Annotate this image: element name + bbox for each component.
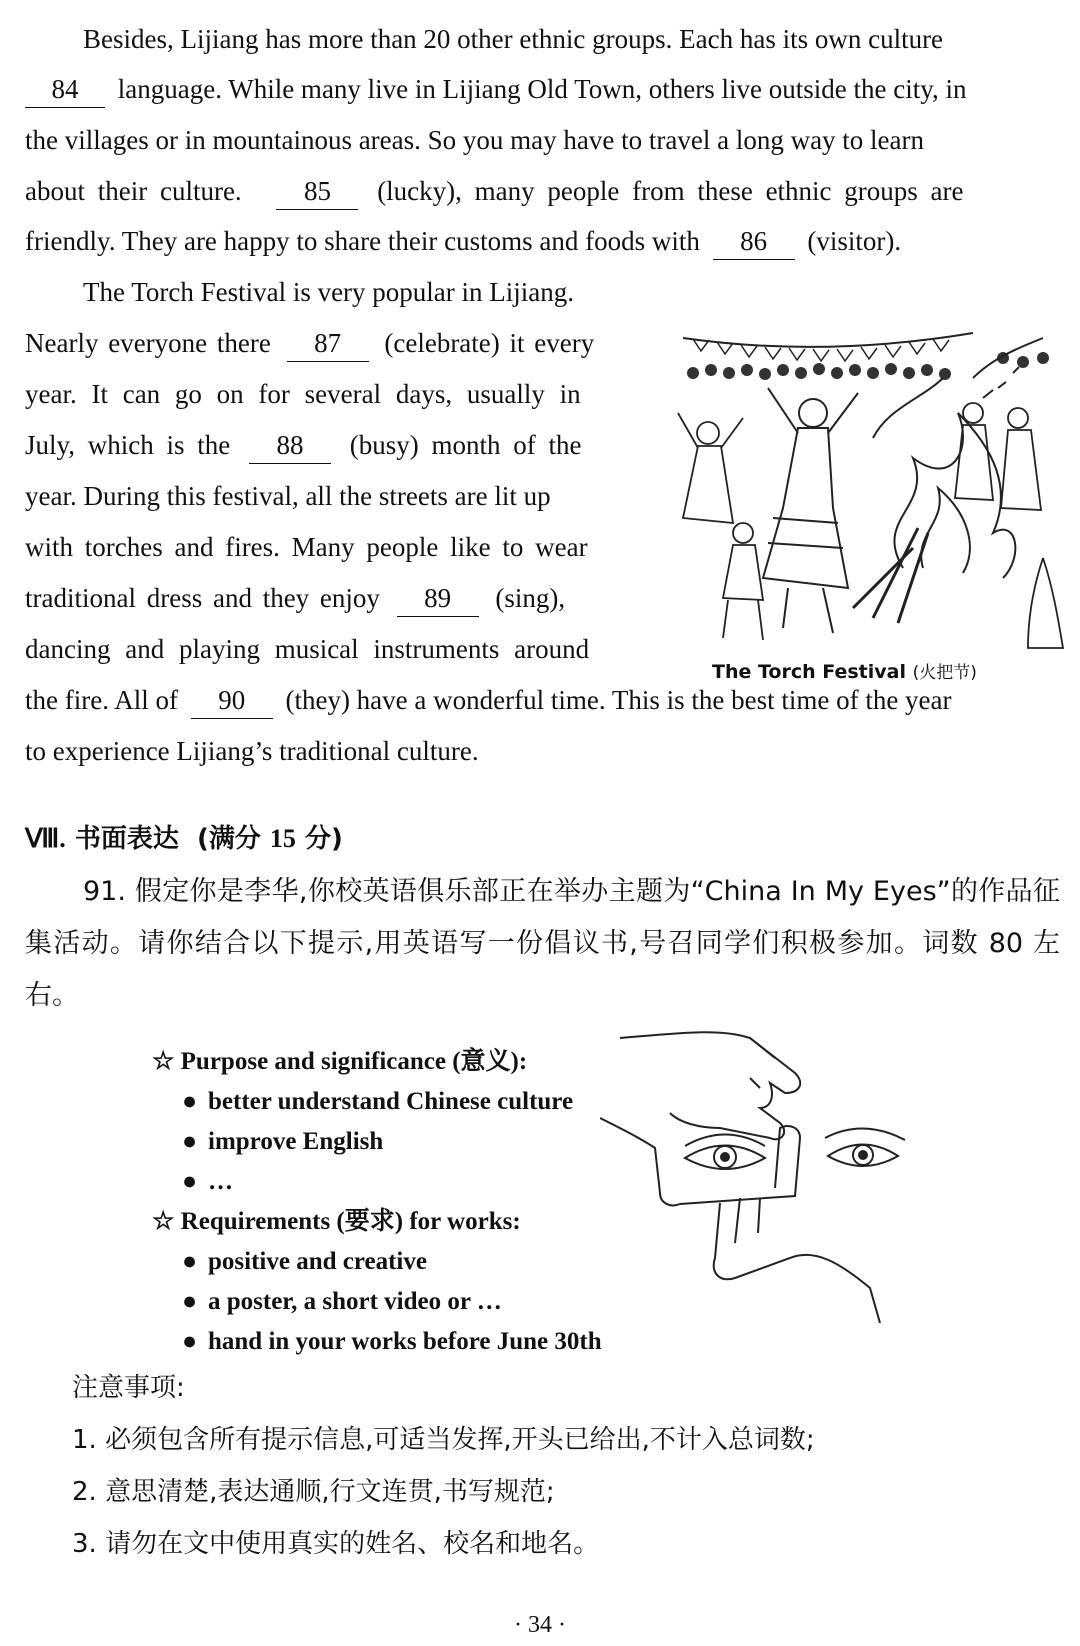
note-item: 1. 必须包含所有提示信息,可适当发挥,开头已给出,不计入总词数;: [72, 1425, 815, 1455]
blank-number: 87: [314, 328, 342, 358]
requirement-item: [152, 1282, 652, 1322]
requirement-item-text: hand in your works before June 30th: [208, 1328, 602, 1355]
section-score-number: 15: [269, 824, 296, 853]
passage-text: (busy) month of the: [349, 430, 582, 460]
passage-line: [25, 418, 635, 472]
passage-text: (visitor).: [807, 226, 902, 256]
caption-en: The Torch Festival: [712, 661, 906, 683]
passage-text: (sing),: [495, 583, 566, 613]
passage-text: year. It can go on for several days, usually in: [25, 379, 581, 409]
requirements-title: ☆ Requirements (要求) for works:: [152, 1208, 521, 1235]
passage-text: to experience Lijiang’s traditional culture.: [25, 736, 479, 766]
bullet-icon: ●: [182, 1328, 198, 1355]
passage-text: with torches and fires. Many people like to wear: [25, 532, 588, 562]
bullet-icon: ●: [182, 1088, 198, 1115]
purpose-item: [152, 1082, 652, 1122]
answer-blank-90[interactable]: [191, 682, 273, 719]
requirement-item: [152, 1322, 652, 1362]
section-heading: [25, 818, 343, 855]
passage-text: July, which is the: [25, 430, 231, 460]
bullet-icon: ●: [182, 1128, 198, 1155]
passage-line: [25, 214, 1060, 268]
passage-text: the fire. All of: [25, 685, 178, 715]
requirement-item-text: a poster, a short video or …: [208, 1288, 502, 1315]
passage-line: [25, 622, 635, 676]
figure-caption: [712, 658, 977, 683]
requirement-item: [152, 1242, 652, 1282]
passage-line: [25, 12, 1060, 66]
section-score: (满分: [196, 824, 261, 854]
purpose-item-text: improve English: [208, 1128, 384, 1155]
passage-line: [25, 316, 635, 370]
hand-frame-eyes-illustration: [600, 1028, 945, 1323]
blank-number: 86: [740, 226, 768, 256]
blank-number: 85: [303, 176, 331, 206]
passage-text: (lucky), many people from these ethnic groups are: [377, 176, 964, 206]
notes-block: [72, 1362, 1032, 1570]
blank-number: 90: [218, 685, 246, 715]
passage-line: [25, 113, 1060, 167]
page-number: · 34 ·: [514, 1612, 566, 1638]
passage-text: friendly. They are happy to share their customs and foods with: [25, 226, 700, 256]
passage-text: Besides, Lijiang has more than 20 other ethnic groups. Each has its own culture: [83, 24, 944, 54]
purpose-title: ☆ Purpose and significance (意义):: [152, 1048, 528, 1075]
passage-text: language. While many live in Lijiang Old Town, others live outside the city, in: [117, 74, 967, 104]
passage-line: [25, 265, 635, 319]
passage-text: about their culture.: [25, 176, 242, 206]
answer-blank-87[interactable]: [287, 325, 369, 362]
passage-text: year. During this festival, all the streets are lit up: [25, 481, 551, 511]
passage-text: dancing and playing musical instruments around: [25, 634, 590, 664]
answer-blank-88[interactable]: [249, 427, 331, 464]
passage-text: traditional dress and they enjoy: [25, 583, 380, 613]
passage-line: [25, 367, 635, 421]
passage-text: The Torch Festival is very popular in Lijiang.: [83, 277, 575, 307]
bullet-icon: ●: [182, 1168, 198, 1195]
bullet-icon: ●: [182, 1288, 198, 1315]
answer-blank-84[interactable]: [25, 71, 105, 108]
passage-line: [25, 62, 1060, 116]
requirement-item-text: positive and creative: [208, 1248, 427, 1275]
blank-number: 89: [424, 583, 452, 613]
passage-text: (they) have a wonderful time. This is the best time of the year: [285, 685, 952, 715]
passage-line: [25, 164, 1060, 218]
answer-blank-89[interactable]: [397, 580, 479, 617]
note-item: 2. 意思清楚,表达通顺,行文连贯,书写规范;: [72, 1477, 555, 1507]
notes-title: 注意事项:: [72, 1373, 185, 1403]
blank-number: 88: [276, 430, 304, 460]
passage-line: [25, 520, 635, 574]
passage-line: [25, 724, 1060, 778]
answer-blank-85[interactable]: [276, 173, 358, 210]
answer-blank-86[interactable]: [713, 223, 795, 260]
section-score-end: 分): [304, 824, 343, 854]
bullet-icon: ●: [182, 1248, 198, 1275]
question-91: 91. 假定你是李华,你校英语俱乐部正在举办主题为“China In My Eyes”的作品征集活动。请你结合以下提示,用英语写一份倡议书,号召同学们积极参加。词数 80 左右。: [25, 876, 1060, 1011]
purpose-item-text: …: [208, 1168, 233, 1195]
torch-festival-illustration: [673, 318, 1068, 653]
passage-text: Nearly everyone there: [25, 328, 271, 358]
passage-text: the villages or in mountainous areas. So you may have to travel a long way to learn: [25, 125, 925, 155]
passage-line: [25, 571, 635, 625]
passage-text: (celebrate) it every: [384, 328, 595, 358]
purpose-item-text: better understand Chinese culture: [208, 1088, 574, 1115]
purpose-item: [152, 1162, 652, 1202]
section-number: Ⅷ.: [25, 824, 66, 853]
hint-box: [152, 1042, 652, 1362]
blank-number: 84: [51, 74, 79, 104]
passage-line: [25, 469, 635, 523]
caption-cn: (火把节): [912, 663, 977, 683]
purpose-item: [152, 1122, 652, 1162]
section-title: 书面表达: [74, 824, 179, 854]
note-item: 3. 请勿在文中使用真实的姓名、校名和地名。: [72, 1529, 600, 1559]
